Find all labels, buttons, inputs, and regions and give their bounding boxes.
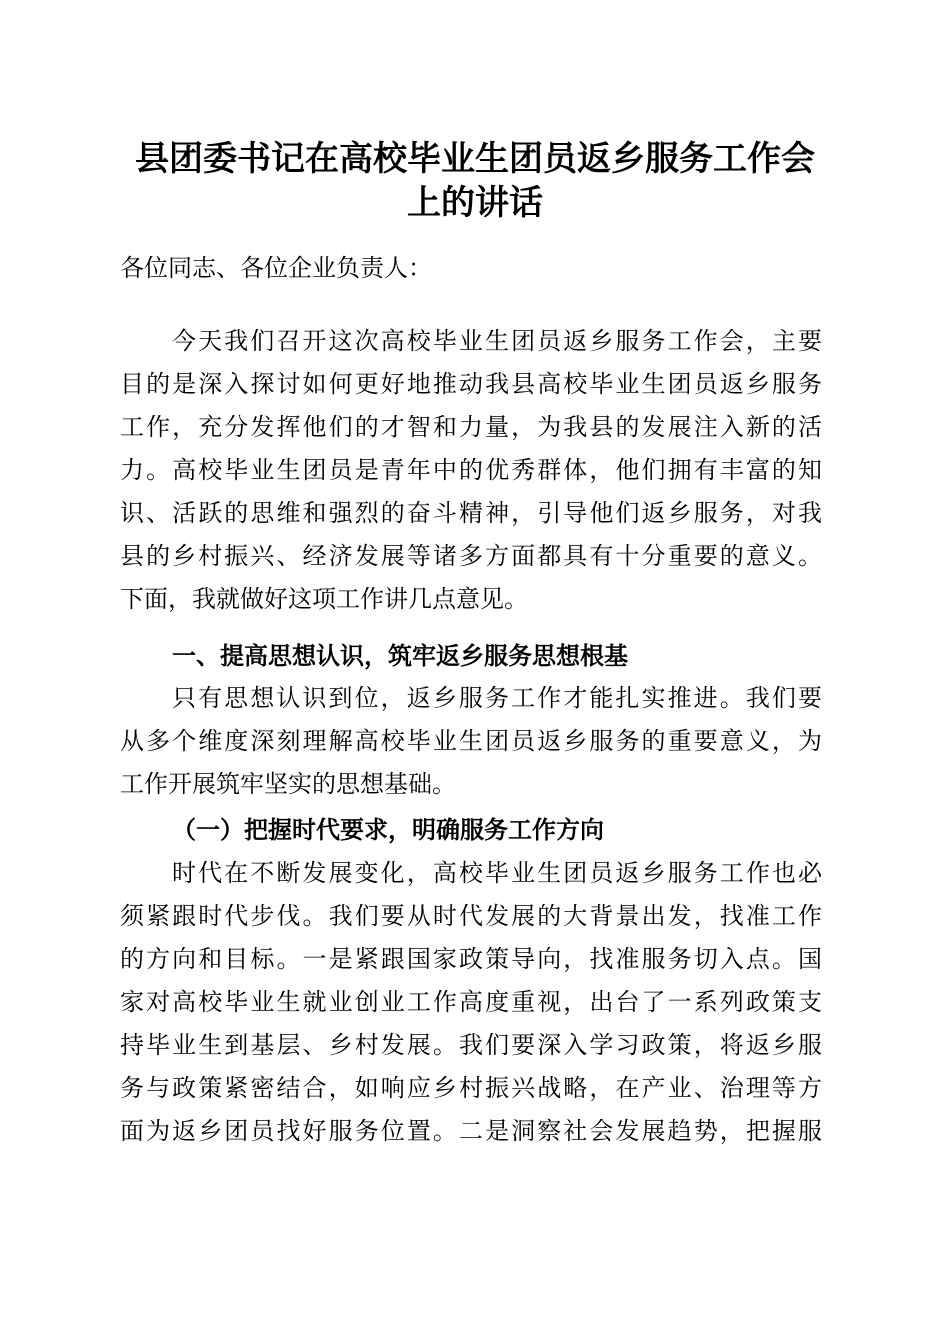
title-line: 上的讲话	[407, 183, 543, 223]
subsection-heading-1	[120, 808, 822, 851]
paragraph-line: 目的是深入探讨如何更好地推动我县高校毕业生团员返乡服务	[120, 370, 822, 398]
section-heading-1	[120, 634, 822, 677]
paragraph-line: 工作开展筑牢坚实的思想基础。	[120, 770, 456, 798]
paragraph-line: 务与政策紧密结合，如响应乡村振兴战略，在产业、治理等方	[120, 1074, 822, 1102]
paragraph-line: 力。高校毕业生团员是青年中的优秀群体，他们拥有丰富的知	[120, 456, 822, 484]
title-line: 县团委书记在高校毕业生团员返乡服务工作会	[135, 139, 815, 179]
paragraph-line: 须紧跟时代步伐。我们要从时代发展的大背景出发，找准工作	[120, 902, 822, 930]
paragraph-line: 下面，我就做好这项工作讲几点意见。	[120, 585, 528, 613]
paragraph-line: 只有思想认识到位，返乡服务工作才能扎实推进。我们要	[172, 684, 822, 712]
paragraph-intro	[120, 320, 822, 621]
paragraph-line: 家对高校毕业生就业创业工作高度重视，出台了一系列政策支	[120, 988, 822, 1016]
subheading-text: （一）把握时代要求，明确服务工作方向	[172, 815, 604, 844]
paragraph-line: 识、活跃的思维和强烈的奋斗精神，引导他们返乡服务，对我	[120, 499, 822, 527]
paragraph-line: 的方向和目标。一是紧跟国家政策导向，找准服务切入点。国	[120, 945, 822, 973]
paragraph-line: 今天我们召开这次高校毕业生团员返乡服务工作会，主要	[172, 327, 822, 355]
paragraph-subsection-1	[120, 852, 822, 1153]
paragraph-section-1	[120, 677, 822, 806]
salutation-text: 各位同志、各位企业负责人：	[120, 254, 432, 282]
paragraph-line: 时代在不断发展变化，高校毕业生团员返乡服务工作也必	[172, 859, 822, 887]
paragraph-line: 县的乡村振兴、经济发展等诸多方面都具有十分重要的意义。	[120, 542, 822, 570]
paragraph-line: 持毕业生到基层、乡村发展。我们要深入学习政策，将返乡服	[120, 1031, 822, 1059]
paragraph-line: 从多个维度深刻理解高校毕业生团员返乡服务的重要意义，为	[120, 727, 822, 755]
document-title	[110, 137, 840, 225]
heading-text: 一、提高思想认识，筑牢返乡服务思想根基	[172, 641, 628, 670]
salutation	[120, 247, 822, 290]
paragraph-line: 面为返乡团员找好服务位置。二是洞察社会发展趋势，把握服	[120, 1117, 822, 1145]
paragraph-line: 工作，充分发挥他们的才智和力量，为我县的发展注入新的活	[120, 413, 822, 441]
